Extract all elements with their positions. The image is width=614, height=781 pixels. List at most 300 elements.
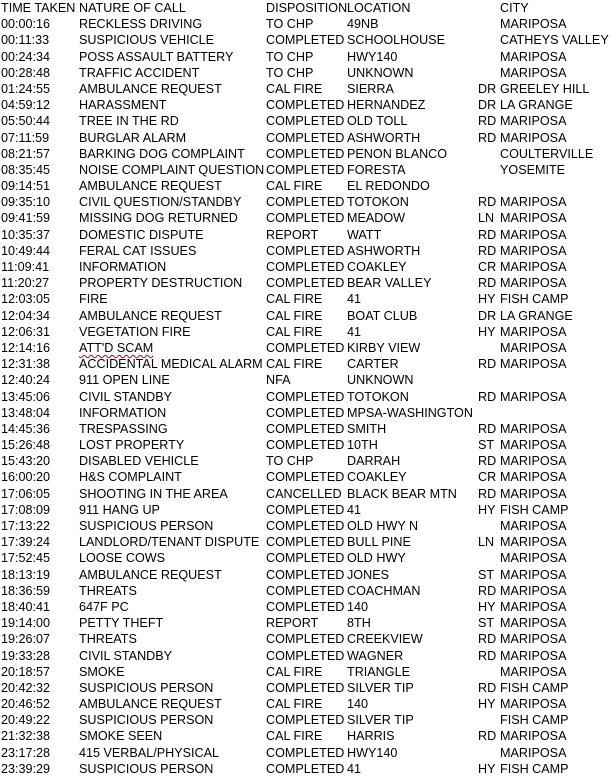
table-row [0, 162, 614, 178]
time-cell: 08:35:45 [1, 162, 51, 177]
street-suffix-cell: RD [478, 486, 497, 501]
time-cell: 10:49:44 [1, 243, 51, 258]
location-cell: HERNANDEZ [347, 98, 426, 113]
time-cell: 17:13:22 [1, 519, 51, 533]
table-row [0, 615, 614, 631]
street-suffix-cell: HY [478, 697, 496, 712]
disposition-cell: COMPLETED [266, 243, 345, 258]
location-cell: 41 [347, 324, 362, 339]
table-row [0, 712, 614, 728]
location-cell: SCHOOLHOUSE [347, 33, 445, 48]
table-row [0, 340, 614, 356]
nature-cell: NOISE COMPLAINT QUESTION [79, 162, 265, 177]
nature-cell: AMBULANCE REQUEST [79, 81, 222, 96]
street-suffix-cell: HY [478, 761, 496, 776]
table-row [0, 275, 614, 291]
disposition-cell: COMPLETED [266, 114, 345, 129]
city-cell: MARIPOSA [500, 567, 567, 582]
disposition-cell: COMPLETED [266, 680, 345, 695]
location-cell: HWY140 [347, 745, 398, 760]
street-suffix-cell: DR [478, 98, 497, 113]
disposition-cell: CAL FIRE [266, 729, 323, 744]
city-cell: MARIPOSA [500, 648, 567, 663]
time-cell: 18:40:41 [1, 599, 51, 614]
location-cell: OLD HWY N [347, 519, 419, 533]
time-cell: 09:14:51 [1, 179, 51, 194]
city-cell: MARIPOSA [500, 389, 567, 404]
nature-cell: 415 VERBAL/PHYSICAL [79, 745, 220, 760]
city-cell: LA GRANGE [500, 98, 573, 113]
street-suffix-cell: RD [478, 114, 497, 129]
disposition-cell: COMPLETED [266, 567, 345, 582]
city-cell: MARIPOSA [500, 697, 567, 712]
city-cell: MARIPOSA [500, 632, 567, 647]
disposition-cell: COMPLETED [266, 599, 345, 614]
time-cell: 11:20:27 [1, 276, 50, 291]
location-cell: 8TH [347, 616, 371, 631]
time-cell: 18:13:19 [1, 567, 51, 582]
table-row [0, 583, 614, 599]
city-cell: MARIPOSA [500, 276, 567, 291]
nature-cell: LANDLORD/TENANT DISPUTE [79, 535, 260, 550]
table-row [0, 372, 614, 388]
street-suffix-cell: RD [478, 130, 497, 145]
nature-cell: INFORMATION [79, 405, 167, 420]
city-cell: MARIPOSA [500, 49, 567, 64]
nature-cell: AMBULANCE REQUEST [79, 179, 222, 194]
disposition-cell: COMPLETED [266, 745, 345, 760]
disposition-cell: CAL FIRE [266, 81, 323, 96]
disposition-cell: COMPLETED [266, 130, 345, 145]
disposition-cell: COMPLETED [266, 761, 345, 776]
time-cell: 23:17:28 [1, 745, 51, 760]
location-cell: 140 [347, 599, 369, 614]
disposition-cell: CAL FIRE [266, 324, 323, 339]
street-suffix-cell: ST [478, 438, 495, 453]
time-cell: 13:45:06 [1, 389, 51, 404]
time-cell: 04:59:12 [1, 98, 51, 113]
city-cell: MARIPOSA [500, 114, 567, 129]
time-cell: 08:21:57 [1, 146, 51, 161]
disposition-cell: COMPLETED [266, 195, 345, 210]
nature-cell: SUSPICIOUS PERSON [79, 680, 214, 695]
table-row [0, 97, 614, 113]
time-cell: 00:28:48 [1, 65, 51, 80]
street-suffix-cell: ST [478, 616, 495, 631]
time-cell: 12:31:38 [1, 357, 51, 372]
table-row [0, 113, 614, 129]
disposition-cell: COMPLETED [266, 583, 345, 598]
city-cell: MARIPOSA [500, 357, 567, 372]
time-cell: 12:03:05 [1, 292, 51, 307]
nature-cell: RECKLESS DRIVING [79, 17, 203, 32]
disposition-cell: CAL FIRE [266, 697, 323, 712]
disposition-cell: COMPLETED [266, 405, 345, 420]
location-cell: EL REDONDO [347, 179, 430, 194]
street-suffix-cell: RD [478, 583, 497, 598]
nature-cell: CIVIL STANDBY [79, 648, 173, 663]
location-cell: DARRAH [347, 454, 401, 469]
time-cell: 19:33:28 [1, 648, 51, 663]
location-cell: TOTOKON [347, 389, 409, 404]
header-row [0, 0, 614, 16]
disposition-cell: CANCELLED [266, 486, 342, 501]
location-cell: 10TH [347, 438, 378, 453]
city-cell: FISH CAMP [500, 713, 569, 728]
nature-cell: LOOSE COWS [79, 551, 166, 566]
disposition-cell: COMPLETED [266, 340, 345, 355]
time-cell: 13:48:04 [1, 405, 51, 420]
nature-cell: AMBULANCE REQUEST [79, 567, 222, 582]
time-cell: 17:39:24 [1, 535, 51, 550]
disposition-cell: COMPLETED [266, 519, 345, 533]
location-cell: BOAT CLUB [347, 308, 418, 323]
table-row [0, 243, 614, 259]
table-row [0, 130, 614, 146]
table-row [0, 664, 614, 680]
disposition-cell: CAL FIRE [266, 357, 323, 372]
street-suffix-cell: CR [478, 470, 497, 485]
table-row [0, 16, 614, 32]
location-cell: 41 [347, 292, 362, 307]
table-row [0, 518, 614, 534]
location-cell: COACHMAN [347, 583, 421, 598]
street-suffix-cell: RD [478, 389, 497, 404]
location-cell: PENON BLANCO [347, 146, 448, 161]
city-cell: MARIPOSA [500, 551, 567, 566]
time-cell: 11:09:41 [1, 260, 50, 274]
location-cell: COAKLEY [347, 260, 407, 274]
nature-cell: THREATS [79, 632, 137, 647]
nature-cell: ACCIDENTAL MEDICAL ALARM [79, 357, 263, 372]
location-cell: UNKNOWN [347, 65, 414, 80]
table-row [0, 437, 614, 453]
city-cell: YOSEMITE [500, 162, 566, 177]
street-suffix-cell: RD [478, 632, 497, 647]
time-cell: 15:43:20 [1, 454, 51, 469]
city-cell: MARIPOSA [500, 421, 567, 436]
time-cell: 12:06:31 [1, 324, 51, 339]
time-cell: 19:14:00 [1, 616, 51, 631]
disposition-cell: COMPLETED [266, 276, 345, 291]
nature-cell: SHOOTING IN THE AREA [79, 486, 228, 501]
city-cell: MARIPOSA [500, 260, 567, 274]
location-cell: TOTOKON [347, 195, 409, 210]
street-suffix-cell: LN [478, 535, 495, 550]
table-row [0, 194, 614, 210]
city-cell: FISH CAMP [500, 761, 569, 776]
location-cell: KIRBY VIEW [347, 340, 421, 355]
location-cell: ASHWORTH [347, 243, 421, 258]
disposition-cell: CAL FIRE [266, 308, 323, 323]
header-disposition: DISPOSITION [266, 1, 348, 15]
nature-cell: MISSING DOG RETURNED [79, 211, 238, 226]
location-cell: HWY140 [347, 49, 398, 64]
time-cell: 20:42:32 [1, 680, 51, 695]
table-row [0, 599, 614, 615]
disposition-cell: COMPLETED [266, 535, 345, 550]
nature-cell: FIRE [79, 292, 108, 307]
city-cell: MARIPOSA [500, 599, 567, 614]
table-row [0, 81, 614, 97]
street-suffix-cell: DR [478, 308, 497, 323]
city-cell: MARIPOSA [500, 438, 567, 453]
time-cell: 15:26:48 [1, 438, 51, 453]
disposition-cell: COMPLETED [266, 33, 345, 48]
location-cell: CREEKVIEW [347, 632, 423, 647]
street-suffix-cell: HY [478, 599, 496, 614]
disposition-cell: TO CHP [266, 454, 314, 469]
time-cell: 05:50:44 [1, 114, 51, 129]
table-row [0, 291, 614, 307]
disposition-cell: TO CHP [266, 49, 314, 64]
location-cell: JONES [347, 567, 389, 582]
street-suffix-cell: RD [478, 276, 497, 291]
nature-cell: CIVIL STANDBY [79, 389, 173, 404]
table-row [0, 696, 614, 712]
nature-cell: AMBULANCE REQUEST [79, 308, 222, 323]
location-cell: MEADOW [347, 211, 406, 226]
time-cell: 16:00:20 [1, 470, 51, 485]
header-time-taken: TIME TAKEN [1, 1, 76, 15]
location-cell: FORESTA [347, 162, 406, 177]
nature-cell: SUSPICIOUS PERSON [79, 713, 214, 728]
time-cell: 01:24:55 [1, 81, 51, 96]
nature-cell: THREATS [79, 583, 137, 598]
disposition-cell: COMPLETED [266, 632, 345, 647]
location-cell: SIERRA [347, 81, 394, 96]
table-row [0, 486, 614, 502]
disposition-cell: COMPLETED [266, 551, 345, 566]
time-cell: 20:18:57 [1, 664, 51, 679]
location-cell: 41 [347, 761, 362, 776]
city-cell: MARIPOSA [500, 745, 567, 760]
city-cell: MARIPOSA [500, 486, 567, 501]
street-suffix-cell: RD [478, 648, 497, 663]
street-suffix-cell: DR [478, 81, 497, 96]
disposition-cell: COMPLETED [266, 162, 345, 177]
location-cell: COAKLEY [347, 470, 407, 485]
table-row [0, 648, 614, 664]
street-suffix-cell: HY [478, 502, 496, 517]
location-cell: SILVER TIP [347, 713, 414, 728]
table-row [0, 453, 614, 469]
table-row [0, 761, 614, 777]
location-cell: SILVER TIP [347, 680, 414, 695]
header-nature-of-call: NATURE OF CALL [79, 1, 186, 15]
nature-cell: FERAL CAT ISSUES [79, 243, 197, 258]
disposition-cell: COMPLETED [266, 211, 345, 226]
nature-cell: POSS ASSAULT BATTERY [79, 49, 234, 64]
city-cell: MARIPOSA [500, 211, 567, 226]
city-cell: MARIPOSA [500, 664, 567, 679]
nature-cell: 911 OPEN LINE [79, 373, 170, 388]
nature-cell: SUSPICIOUS PERSON [79, 761, 214, 776]
time-cell: 09:41:59 [1, 211, 51, 226]
time-cell: 17:52:45 [1, 551, 51, 566]
location-cell: MPSA-WASHINGTON [347, 405, 473, 420]
city-cell: MARIPOSA [500, 470, 567, 485]
street-suffix-cell: RD [478, 421, 497, 436]
table-row [0, 631, 614, 647]
location-cell: BULL PINE [347, 535, 411, 550]
time-cell: 00:00:16 [1, 17, 51, 32]
call-log-rows [0, 16, 614, 777]
nature-cell: PROPERTY DESTRUCTION [79, 276, 243, 291]
nature-cell: BURGLAR ALARM [79, 130, 187, 145]
nature-cell: ATT'D SCAM [79, 340, 154, 355]
disposition-cell: COMPLETED [266, 389, 345, 404]
nature-cell: HARASSMENT [79, 98, 167, 113]
nature-cell: LOST PROPERTY [79, 438, 185, 453]
location-cell: OLD HWY [347, 551, 406, 566]
nature-cell: AMBULANCE REQUEST [79, 697, 222, 712]
city-cell: MARIPOSA [500, 535, 567, 550]
nature-cell: TRAFFIC ACCIDENT [79, 65, 200, 80]
city-cell: MARIPOSA [500, 324, 567, 339]
disposition-cell: REPORT [266, 616, 319, 631]
disposition-cell: COMPLETED [266, 713, 345, 728]
table-row [0, 227, 614, 243]
disposition-cell: COMPLETED [266, 438, 345, 453]
nature-cell: VEGETATION FIRE [79, 324, 191, 339]
time-cell: 09:35:10 [1, 195, 51, 210]
disposition-cell: CAL FIRE [266, 292, 323, 307]
table-row [0, 728, 614, 744]
time-cell: 20:46:52 [1, 697, 51, 712]
location-cell: TRIANGLE [347, 664, 410, 679]
table-row [0, 146, 614, 162]
nature-cell: 911 HANG UP [79, 502, 160, 517]
table-row [0, 550, 614, 566]
location-cell: OLD TOLL [347, 114, 408, 129]
nature-cell: DOMESTIC DISPUTE [79, 227, 204, 242]
table-row [0, 210, 614, 226]
nature-cell: SUSPICIOUS PERSON [79, 519, 214, 533]
disposition-cell: COMPLETED [266, 260, 345, 274]
city-cell: MARIPOSA [500, 340, 567, 355]
location-cell: 140 [347, 697, 369, 712]
city-cell: LA GRANGE [500, 308, 573, 323]
location-cell: BEAR VALLEY [347, 276, 432, 291]
nature-cell: SUSPICIOUS VEHICLE [79, 33, 215, 48]
city-cell: MARIPOSA [500, 519, 567, 533]
city-cell: FISH CAMP [500, 502, 569, 517]
table-row [0, 745, 614, 761]
table-row [0, 178, 614, 194]
disposition-cell: COMPLETED [266, 502, 345, 517]
street-suffix-cell: HY [478, 324, 496, 339]
city-cell: MARIPOSA [500, 616, 567, 631]
header-location: LOCATION [347, 1, 411, 15]
disposition-cell: COMPLETED [266, 98, 345, 113]
nature-cell: DISABLED VEHICLE [79, 454, 199, 469]
nature-cell: SMOKE SEEN [79, 729, 163, 744]
nature-cell: PETTY THEFT [79, 616, 164, 631]
time-cell: 14:45:36 [1, 421, 51, 436]
disposition-cell: COMPLETED [266, 470, 345, 485]
street-suffix-cell: RD [478, 243, 497, 258]
nature-cell: H&S COMPLAINT [79, 470, 182, 485]
city-cell: MARIPOSA [500, 243, 567, 258]
time-cell: 18:36:59 [1, 583, 51, 598]
table-row [0, 534, 614, 550]
location-cell: UNKNOWN [347, 373, 414, 388]
street-suffix-cell: RD [478, 454, 497, 469]
time-cell: 20:49:22 [1, 713, 51, 728]
location-cell: SMITH [347, 421, 387, 436]
time-cell: 07:11:59 [1, 130, 50, 145]
city-cell: FISH CAMP [500, 292, 569, 307]
location-cell: HARRIS [347, 729, 395, 744]
street-suffix-cell: HY [478, 292, 496, 307]
street-suffix-cell: RD [478, 680, 497, 695]
disposition-cell: TO CHP [266, 17, 314, 32]
table-row [0, 469, 614, 485]
nature-cell: TREE IN THE RD [79, 114, 179, 129]
disposition-cell: TO CHP [266, 65, 314, 80]
city-cell: MARIPOSA [500, 227, 567, 242]
table-row [0, 502, 614, 518]
table-row [0, 421, 614, 437]
city-cell: MARIPOSA [500, 454, 567, 469]
disposition-cell: COMPLETED [266, 648, 345, 663]
city-cell: COULTERVILLE [500, 146, 594, 161]
city-cell: MARIPOSA [500, 130, 567, 145]
time-cell: 17:06:05 [1, 486, 51, 501]
city-cell: MARIPOSA [500, 729, 567, 744]
city-cell: CATHEYS VALLEY [500, 33, 609, 48]
table-row [0, 65, 614, 81]
nature-cell: CIVIL QUESTION/STANDBY [79, 195, 242, 210]
location-cell: BLACK BEAR MTN [347, 486, 457, 501]
table-row [0, 324, 614, 340]
time-cell: 23:39:29 [1, 761, 51, 776]
table-row [0, 680, 614, 696]
time-cell: 12:04:34 [1, 308, 51, 323]
disposition-cell: COMPLETED [266, 421, 345, 436]
nature-cell: 647F PC [79, 599, 129, 614]
time-cell: 12:40:24 [1, 373, 51, 388]
disposition-cell: CAL FIRE [266, 179, 323, 194]
time-cell: 00:24:34 [1, 49, 51, 64]
table-row [0, 32, 614, 48]
nature-cell: SMOKE [79, 664, 125, 679]
time-cell: 19:26:07 [1, 632, 51, 647]
table-row [0, 567, 614, 583]
nature-cell: BARKING DOG COMPLAINT [79, 146, 245, 161]
table-row [0, 259, 614, 275]
disposition-cell: COMPLETED [266, 146, 345, 161]
street-suffix-cell: ST [478, 567, 495, 582]
table-row [0, 308, 614, 324]
city-cell: MARIPOSA [500, 65, 567, 80]
city-cell: MARIPOSA [500, 195, 567, 210]
city-cell: GREELEY HILL [500, 81, 590, 96]
location-cell: WATT [347, 227, 382, 242]
location-cell: 41 [347, 502, 362, 517]
table-row [0, 389, 614, 405]
location-cell: WAGNER [347, 648, 404, 663]
location-cell: ASHWORTH [347, 130, 421, 145]
time-cell: 00:11:33 [1, 33, 50, 48]
disposition-cell: CAL FIRE [266, 664, 323, 679]
location-cell: CARTER [347, 357, 399, 372]
table-row [0, 356, 614, 372]
nature-cell: TRESPASSING [79, 421, 168, 436]
street-suffix-cell: RD [478, 195, 497, 210]
street-suffix-cell: RD [478, 729, 497, 744]
